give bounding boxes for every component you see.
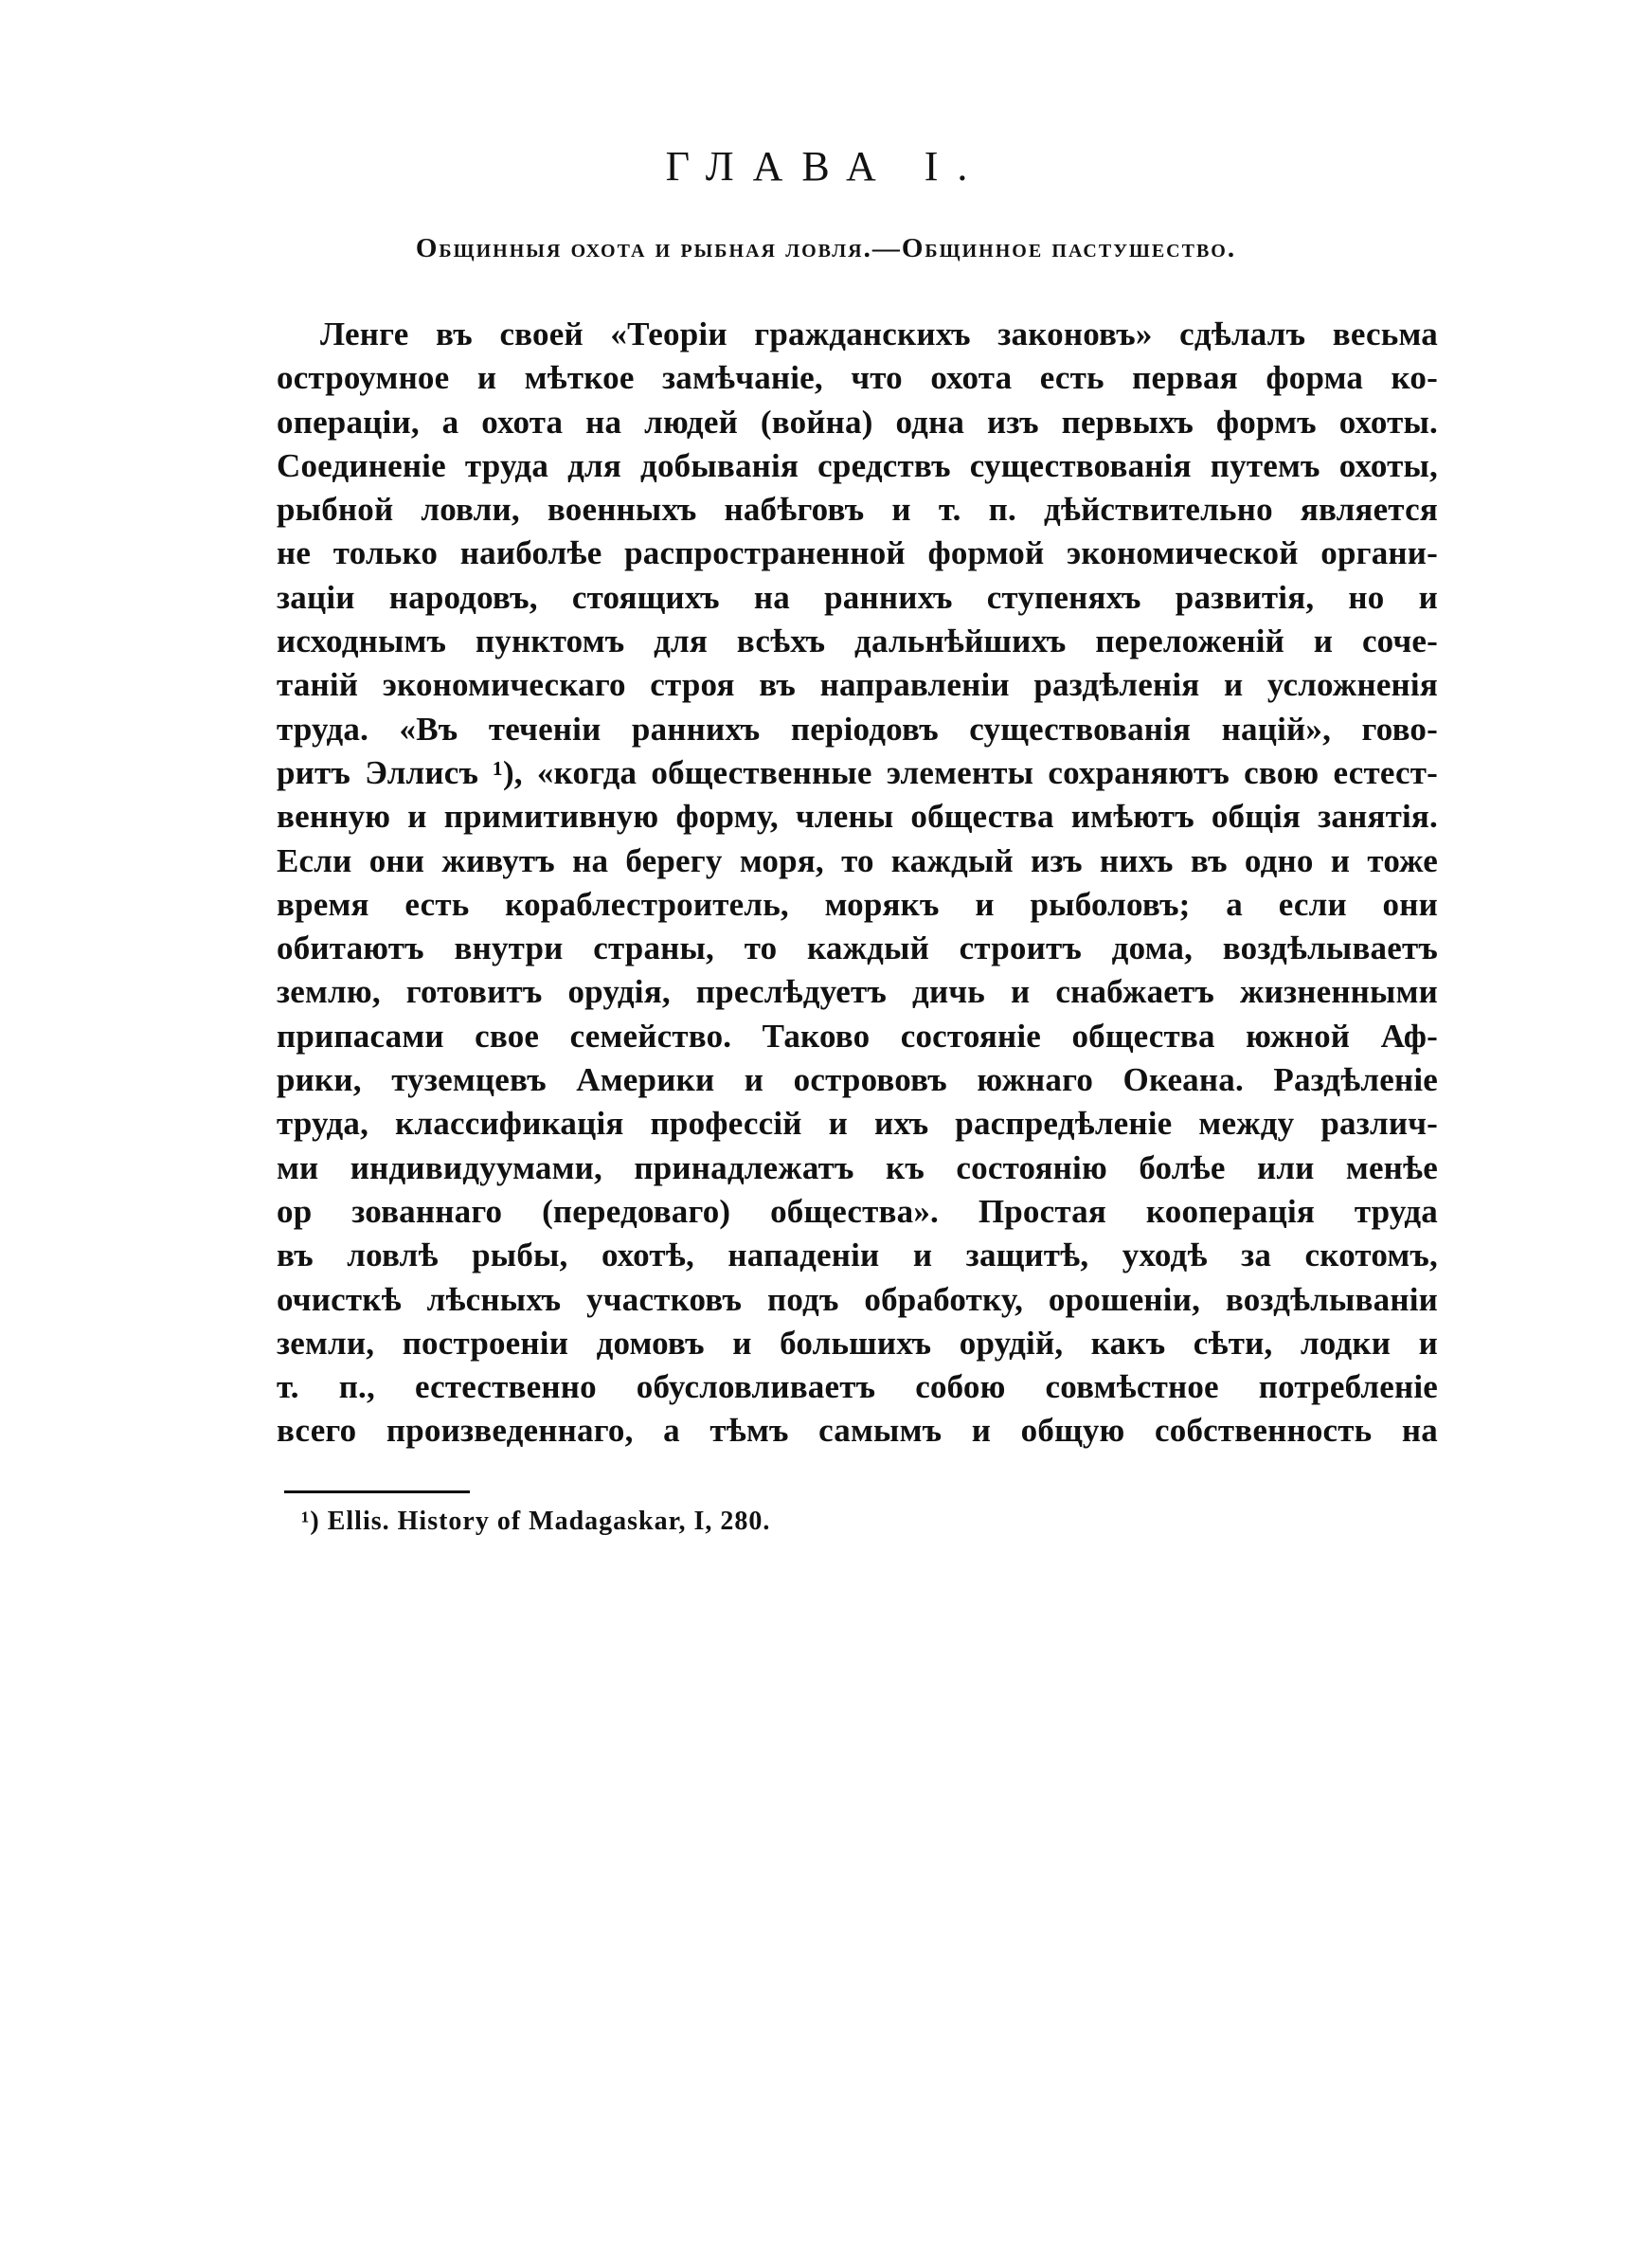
- text-line: всего произведеннаго, а тѣмъ самымъ и общую собственность на: [277, 1412, 1438, 1450]
- text-line: Соединеніе труда для добыванія средствъ существованія путемъ охоты,: [277, 446, 1438, 484]
- text-line: остроумное и мѣткое замѣчаніе, что охота есть первая форма ко-: [277, 359, 1438, 397]
- text-line: труда. «Въ теченіи раннихъ періодовъ существованія націй», гово-: [277, 710, 1438, 748]
- text-line: Ленге въ своей «Теоріи гражданскихъ законовъ» сдѣлалъ весьма: [320, 316, 1438, 352]
- chapter-subtitle: Общинныя охота и рыбная ловля.—Общинное пастушество.: [415, 233, 1237, 263]
- text-line: землю, готовитъ орудія, преслѣдуетъ дичь и снабжаетъ жизненными: [277, 973, 1438, 1011]
- text-line: исходнымъ пунктомъ для всѣхъ дальнѣйшихъ переложеній и соче-: [277, 623, 1438, 660]
- body-paragraph: [277, 313, 1438, 1454]
- text-line: операціи, а охота на людей (война) одна изъ первыхъ формъ охоты.: [277, 403, 1438, 441]
- text-line: ор зованнаго (передоваго) общества». Простая кооперація труда: [277, 1192, 1438, 1230]
- text-line: ми индивидуумами, принадлежатъ къ состоянію болѣе или менѣе: [277, 1148, 1438, 1186]
- text-line: рыбной ловли, военныхъ набѣговъ и т. п. дѣйствительно является: [277, 491, 1438, 529]
- text-line: въ ловлѣ рыбы, охотѣ, нападеніи и защитѣ, уходѣ за скотомъ,: [277, 1237, 1438, 1274]
- footnote: ¹) Ellis. History of Madagaskar, I, 280.: [301, 1507, 771, 1536]
- text-line: земли, построеніи домовъ и большихъ орудій, какъ сѣти, лодки и: [277, 1324, 1438, 1362]
- text-line: очисткѣ лѣсныхъ участковъ подъ обработку, орошеніи, воздѣлываніи: [277, 1280, 1438, 1318]
- footnote-divider: [284, 1490, 470, 1493]
- text-line: труда, классификація профессій и ихъ распредѣленіе между различ-: [277, 1105, 1438, 1143]
- text-line: таній экономическаго строя въ направленіи раздѣленія и усложненія: [277, 666, 1438, 704]
- text-line: венную и примитивную форму, члены общества имѣютъ общія занятія.: [277, 798, 1438, 836]
- text-line: обитаютъ внутри страны, то каждый строитъ дома, воздѣлываетъ: [277, 930, 1438, 967]
- text-line: рики, туземцевъ Америки и острововъ южнаго Океана. Раздѣленіе: [277, 1061, 1438, 1099]
- text-line: ритъ Эллисъ ¹), «когда общественные элементы сохраняютъ свою естест-: [277, 753, 1438, 791]
- text-line: заціи народовъ, стоящихъ на раннихъ ступеняхъ развитія, но и: [277, 578, 1438, 616]
- text-line: время есть кораблестроитель, морякъ и рыболовъ; а если они: [277, 885, 1438, 923]
- text-line: т. п., естественно обусловливаетъ собою совмѣстное потребленіе: [277, 1368, 1438, 1406]
- text-line: не только наиболѣе распространенной формой экономической органи-: [277, 534, 1438, 572]
- text-line: припасами свое семейство. Таково состояніе общества южной Аф-: [277, 1017, 1438, 1055]
- text-line: Если они живутъ на берегу моря, то каждый изъ нихъ въ одно и тоже: [277, 841, 1438, 879]
- chapter-title: ГЛАВА I.: [665, 143, 987, 190]
